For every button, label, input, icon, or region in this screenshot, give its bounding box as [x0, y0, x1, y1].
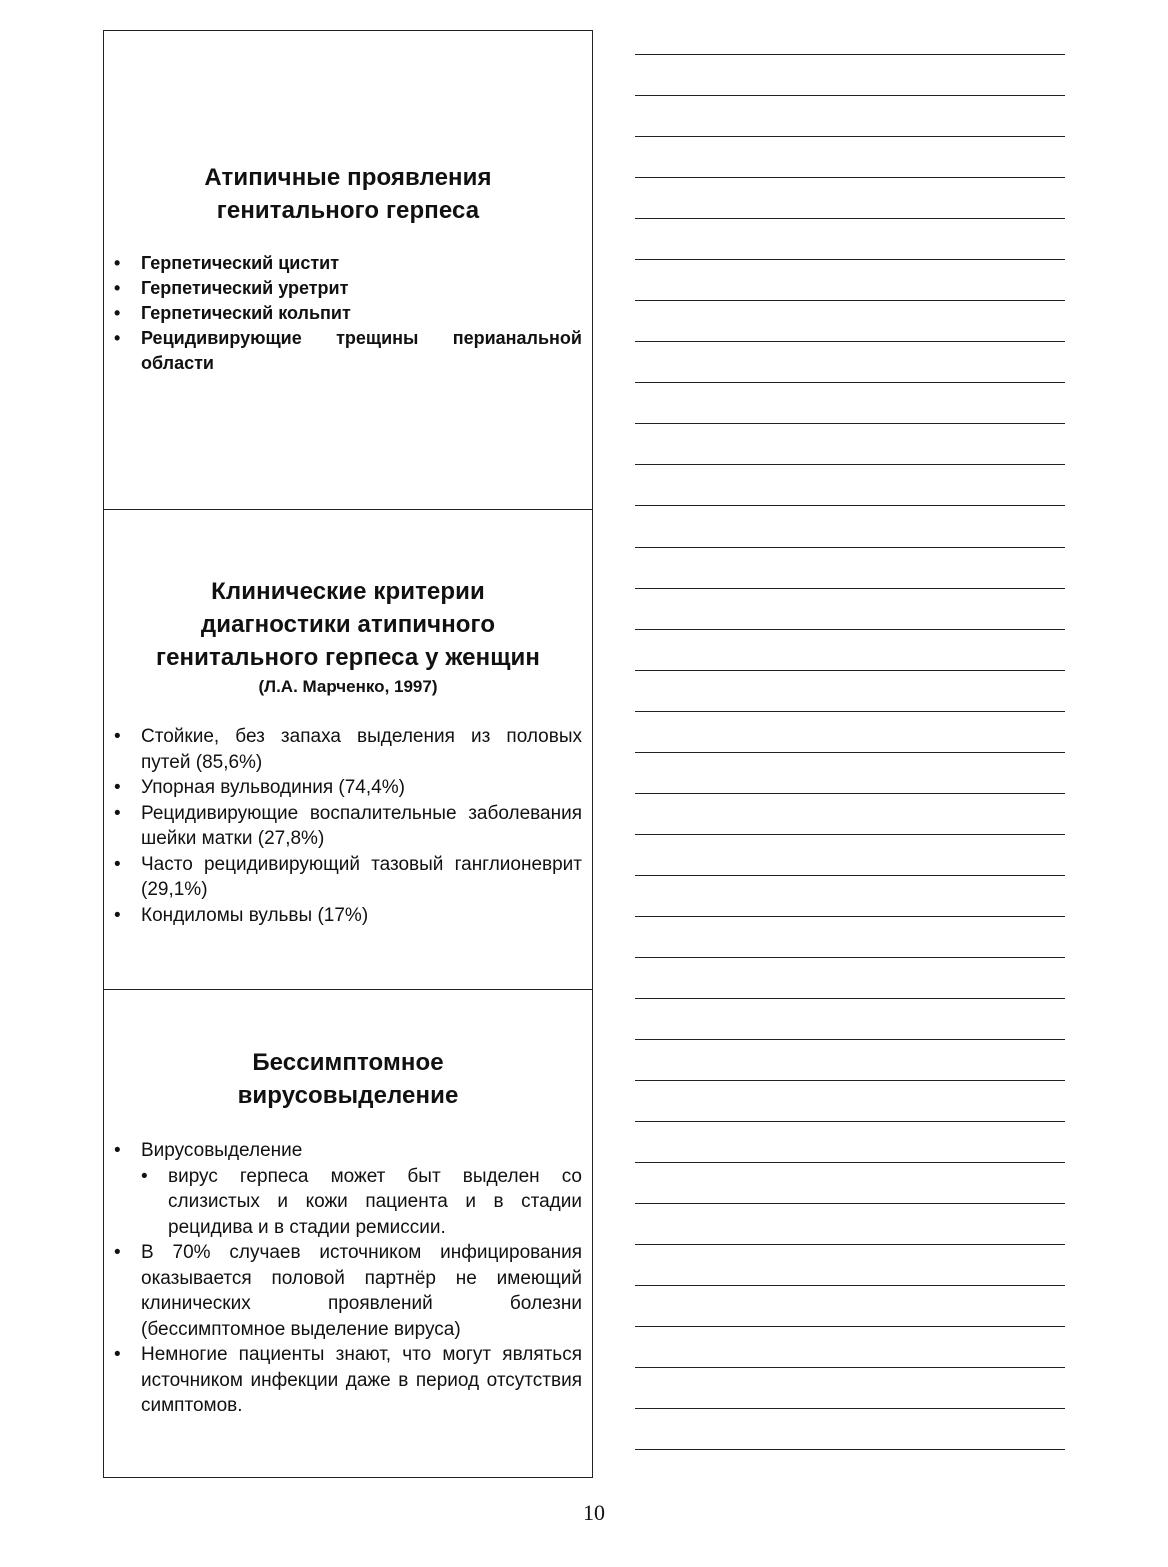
note-line — [635, 1162, 1065, 1163]
note-line — [635, 875, 1065, 876]
list-item: • Герпетический цистит — [114, 251, 582, 276]
note-line — [635, 793, 1065, 794]
note-line — [635, 1367, 1065, 1368]
slides-column — [103, 30, 593, 1478]
slide-subtitle: (Л.А. Марченко, 1997) — [258, 677, 438, 696]
bullet-list — [114, 1138, 582, 1419]
note-line — [635, 259, 1065, 260]
list-item: • Упорная вульводиния (74,4%) — [114, 775, 582, 801]
note-line — [635, 629, 1065, 630]
note-line — [635, 382, 1065, 383]
note-line — [635, 1203, 1065, 1204]
note-line — [635, 136, 1065, 137]
list-item: • Часто рецидивирующий тазовый ганглионеврит (29,1%) — [114, 852, 582, 903]
note-line — [635, 341, 1065, 342]
slide-atypical-manifestations — [104, 31, 592, 509]
list-item: • Стойкие, без запаха выделения из половых путей (85,6%) — [114, 724, 582, 775]
note-line — [635, 670, 1065, 671]
note-line — [635, 505, 1065, 506]
note-line — [635, 1285, 1065, 1286]
bullet-list — [114, 724, 582, 928]
list-item: • Кондиломы вульвы (17%) — [114, 903, 582, 929]
note-line — [635, 957, 1065, 958]
note-line — [635, 54, 1065, 55]
slide-title-line: генитального герпеса у женщин — [155, 644, 540, 671]
note-line — [635, 1080, 1065, 1081]
note-line — [635, 1408, 1065, 1409]
list-item — [114, 1138, 582, 1240]
note-line — [635, 711, 1065, 712]
list-item: • Герпетический кольпит — [114, 301, 582, 326]
note-line — [635, 1121, 1065, 1122]
note-line — [635, 1244, 1065, 1245]
note-line — [635, 588, 1065, 589]
list-item: • В 70% случаев источником инфицирования оказывается половой партнёр не имеющий клинических проявлений болезни (бессимптомное выделение вируса) — [114, 1240, 582, 1342]
list-item: • Герпетический уретрит — [114, 276, 582, 301]
sub-list-item: • вирус герпеса может быт выделен со слизистых и кожи пациента и в стадии рецидива и в стадии ремиссии. — [141, 1164, 582, 1241]
slide-clinical-criteria — [104, 509, 592, 989]
notes-lines — [635, 0, 1065, 1567]
note-line — [635, 834, 1065, 835]
slide-asymptomatic-shedding — [104, 989, 592, 1477]
slide-title-line: Бессимптомное — [252, 1049, 444, 1076]
list-item: • Рецидивирующие трещины перианальной области — [114, 326, 582, 376]
note-line — [635, 1326, 1065, 1327]
note-line — [635, 300, 1065, 301]
slide-title — [104, 575, 592, 674]
note-line — [635, 752, 1065, 753]
slide-title-line: Клинические критерии — [211, 578, 485, 605]
bullet-list — [114, 251, 582, 376]
slide-title-line: генитального герпеса — [216, 197, 480, 224]
slide-title-line: диагностики атипичного — [200, 611, 496, 638]
note-line — [635, 998, 1065, 999]
note-line — [635, 916, 1065, 917]
list-item: • Рецидивирующие воспалительные заболевания шейки матки (27,8%) — [114, 801, 582, 852]
slide-title-line: вирусовыделение — [237, 1082, 459, 1109]
list-item: • Немногие пациенты знают, что могут являться источником инфекции даже в период отсутствия симптомов. — [114, 1342, 582, 1419]
note-line — [635, 1449, 1065, 1450]
page-number: 10 — [583, 1500, 605, 1525]
note-line — [635, 218, 1065, 219]
note-line — [635, 177, 1065, 178]
note-line — [635, 547, 1065, 548]
sub-bullet-list — [141, 1164, 582, 1241]
slide-title — [104, 1046, 592, 1112]
note-line — [635, 95, 1065, 96]
slide-title-line: Атипичные проявления — [204, 164, 492, 191]
slide-title — [104, 161, 592, 227]
list-item-text: Вирусовыделение — [141, 1140, 303, 1161]
note-line — [635, 464, 1065, 465]
note-line — [635, 423, 1065, 424]
note-line — [635, 1039, 1065, 1040]
